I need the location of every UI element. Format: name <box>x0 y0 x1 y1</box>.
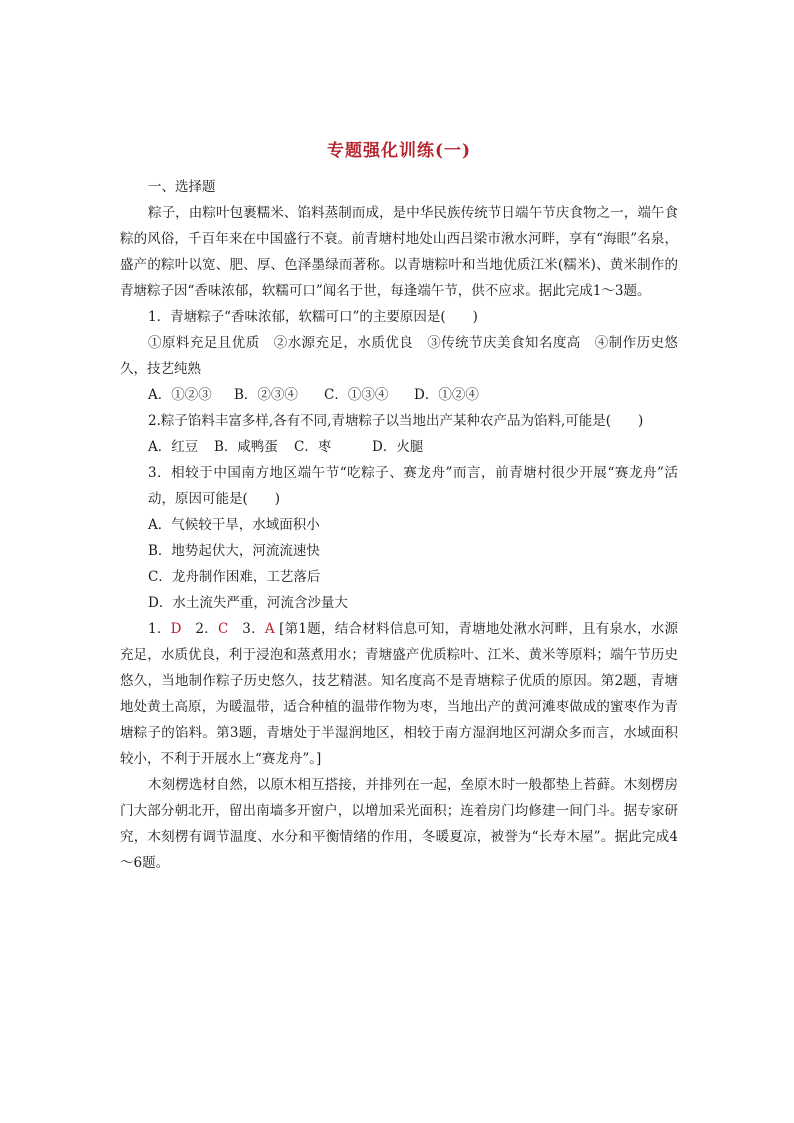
q3-option-a: A．气候较干旱，水域面积小 <box>148 517 320 533</box>
q3-option-b: B．地势起伏大，河流流速快 <box>148 543 320 559</box>
q3-option-d: D．水土流失严重，河流含沙量大 <box>148 595 348 611</box>
document-page <box>120 138 678 876</box>
answer-2-key: C <box>217 621 229 637</box>
answer-1-key: D <box>170 621 182 637</box>
section-heading: 一、选择题 <box>148 179 216 195</box>
q2-option-c: C．枣 <box>294 439 332 455</box>
q1-option-c: C．①③④ <box>324 387 389 403</box>
answer-1-number: 1． <box>148 621 171 637</box>
answer-explanation <box>120 616 678 772</box>
question-2-options <box>120 434 678 460</box>
q1-option-d: D．①②④ <box>414 387 479 403</box>
answer-3-number: 3． <box>242 621 265 637</box>
q1-option-b: B．②③④ <box>234 387 298 403</box>
q2-option-b: B．咸鸭蛋 <box>214 439 278 455</box>
question-2-stem: 2.粽子馅料丰富多样,各有不同,青塘粽子以当地出产某种农产品为馅料,可能是( ) <box>148 413 644 429</box>
q2-option-a: A．红豆 <box>148 439 199 455</box>
passage-1: 粽子，由粽叶包裹糯米、馅料蒸制而成，是中华民族传统节日端午节庆食物之一，端午食粽的风俗，千百年来在中国盛行不衰。前青塘村地处山西吕梁市湫水河畔，享有“海眼”名泉，盛产的粽叶以宽、肥、厚、色泽墨绿而著称。以青塘粽叶和当地优质江米(糯米)、黄米制作的青塘粽子因“香味浓郁，软糯可口”闻名于世，每逢端午节，供不应求。据此完成1～3题。 <box>120 205 678 299</box>
q3-option-c: C．龙舟制作困难，工艺落后 <box>148 569 321 585</box>
q1-option-a: A．①②③ <box>148 387 212 403</box>
q2-option-d: D．火腿 <box>372 439 424 455</box>
answer-3-key: A <box>264 621 275 637</box>
question-1-options <box>120 382 678 408</box>
page-title: 专题强化训练(一) <box>326 141 472 161</box>
question-1-stem: 1．青塘粽子“香味浓郁，软糯可口”的主要原因是( ) <box>148 309 478 325</box>
answer-explanation-text: [第1题，结合材料信息可知，青塘地处湫水河畔，且有泉水，水源充足，水质优良，利于浸泡和蒸煮用水；青塘盛产优质粽叶、江米、黄米等原料；端午节历史悠久，当地制作粽子历史悠久，技艺精湛。知名度高不是青塘粽子优质的原因。第2题，青塘地处黄土高原，为暖温带，适合种植的温带作物为枣，当地出产的黄河滩枣做成的蜜枣作为青塘粽子的馅料。第3题，青塘处于半湿润地区，相较于南方湿润地区河湖众多而言，水域面积较小，不利于开展水上“赛龙舟”。] <box>120 621 679 767</box>
answer-2-number: 2． <box>195 621 218 637</box>
question-3-stem: 3．相较于中国南方地区端午节“吃粽子、赛龙舟”而言，前青塘村很少开展“赛龙舟”活动，原因可能是( ) <box>148 465 678 507</box>
question-1-items: ①原料充足且优质 ②水源充足，水质优良 ③传统节庆美食知名度高 ④制作历史悠久，技艺纯熟 <box>120 335 678 377</box>
passage-2: 木刻楞选材自然，以原木相互搭接，并排列在一起，垒原木时一般都垫上苔藓。木刻楞房门大部分朝北开，留出南墙多开窗户，以增加采光面积；连着房门均修建一间门斗。据专家研究，木刻楞有调节温度、水分和平衡情绪的作用，冬暖夏凉，被誉为“长寿木屋”。据此完成4～6题。 <box>120 777 678 871</box>
